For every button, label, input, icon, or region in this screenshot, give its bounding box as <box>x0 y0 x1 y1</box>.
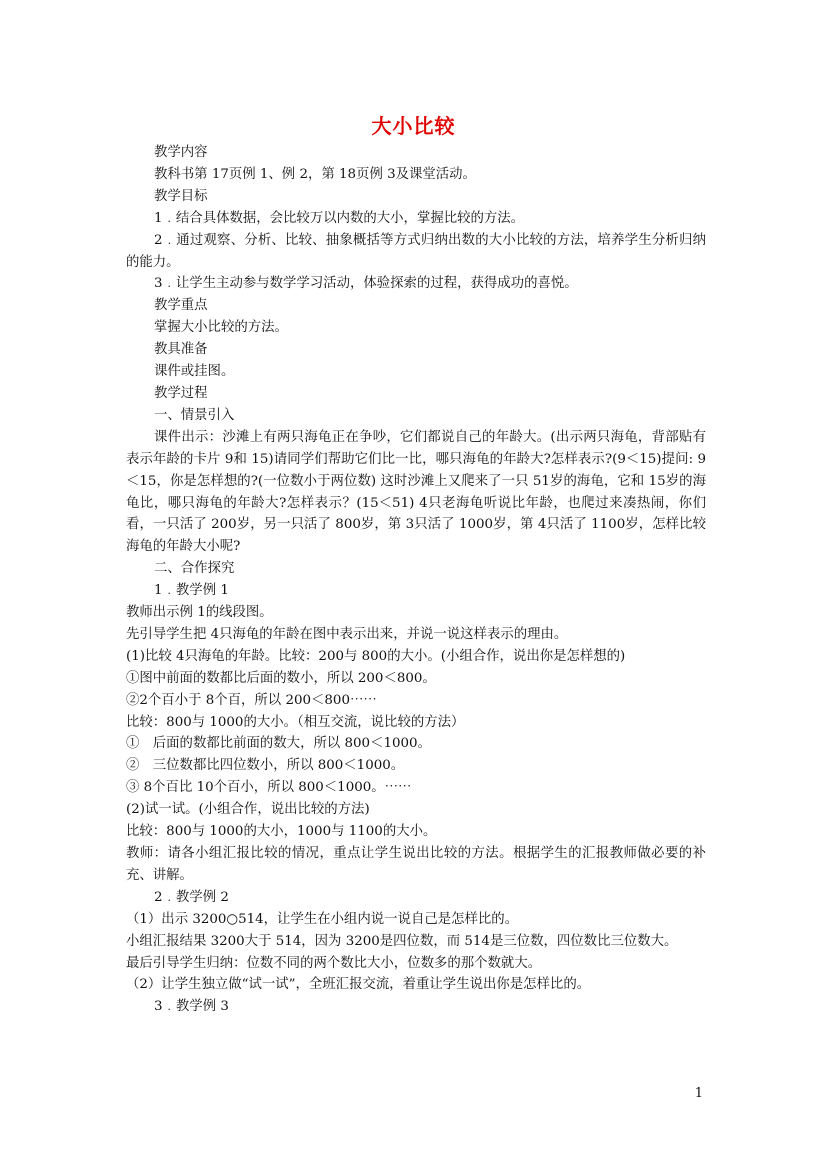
list-item: ①图中前面的数都比后面的数小，所以 200＜800。 <box>126 670 436 686</box>
paragraph: 掌握大小比较的方法。 <box>154 320 288 336</box>
paragraph: (2)试一试。(小组合作，说出比较的方法) <box>126 802 370 818</box>
list-item: ② 三位数都比四位数小，所以 800＜1000。 <box>126 758 405 774</box>
section-heading: 教学重点 <box>154 298 208 314</box>
subsection-heading: 3﹒教学例 3 <box>154 999 229 1015</box>
section-heading: 教学目标 <box>154 188 208 204</box>
paragraph: 2﹒通过观察、分析、比较、抽象概括等方式归纳出数的大小比较的方法，培养学生分析归纳的能力。 <box>126 232 706 270</box>
paragraph: 3﹒让学生主动参与数学学习活动，体验探索的过程，获得成功的喜悦。 <box>154 276 578 292</box>
section-heading: 教具准备 <box>154 342 208 358</box>
paragraph: 先引导学生把 4只海龟的年龄在图中表示出来，并说一说这样表示的理由。 <box>126 626 568 642</box>
paragraph: 小组汇报结果 3200大于 514，因为 3200是四位数，而 514是三位数，四位数比三位数大。 <box>126 933 678 949</box>
list-item: ③ 8个百比 10个百小，所以 800＜1000。⋯⋯ <box>126 780 412 796</box>
paragraph: 教师：请各小组汇报比较的情况，重点让学生说出比较的方法。根据学生的汇报教师做必要的补充、讲解。 <box>126 846 706 883</box>
section-heading: 教学过程 <box>154 385 208 401</box>
section-heading: 一、情景引入 <box>154 407 235 423</box>
section-heading: 教学内容 <box>154 145 208 160</box>
paragraph: 课件出示：沙滩上有两只海龟正在争吵，它们都说自己的年龄大。(出示两只海龟，背部贴有表示年龄的卡片 9和 15)请同学们帮助它们比一比，哪只海龟的年龄大?怎样表示?(9＜15)提问: 9＜15，你是怎样想的?(一位数小于两位数) 这时沙滩上又爬来了一只 51岁的海龟，它和 15岁的海龟比，哪只海龟的年龄大?怎样表示？(15＜51) 4只老海龟听说比年龄，也爬过来凑热闹，你们看，一只活了 200岁，另一只活了 800岁，第 3只活了 1000岁，第 4只活了 1100岁，怎样比较海龟的年龄大小呢? <box>126 429 706 555</box>
document-title: 大小比较 <box>371 114 456 138</box>
paragraph: 比较：800与 1000的大小，1000与 1100的大小。 <box>126 824 437 840</box>
paragraph: 教师出示例 1的线段图。 <box>126 605 273 621</box>
subsection-heading: 2﹒教学例 2 <box>154 889 229 905</box>
page-number: 1 <box>694 1086 703 1101</box>
paragraph: 1﹒结合具体数据，会比较万以内数的大小，掌握比较的方法。 <box>154 210 525 226</box>
paragraph: 课件或挂图。 <box>154 364 235 380</box>
list-item: ②2个百小于 8个百，所以 200＜800⋯⋯ <box>126 692 377 708</box>
subsection-heading: 1﹒教学例 1 <box>154 583 229 599</box>
document-body <box>126 142 706 1018</box>
paragraph: 比较：800与 1000的大小。（相互交流，说比较的方法） <box>126 714 465 730</box>
paragraph: 教科书第 17页例 1、例 2，第 18页例 3及课堂活动。 <box>154 166 476 182</box>
list-item: ① 后面的数都比前面的数大，所以 800＜1000。 <box>126 736 431 752</box>
paragraph: （2）让学生独立做“试一试”，全班汇报交流，着重让学生说出你是怎样比的。 <box>126 977 591 993</box>
section-heading: 二、合作探究 <box>154 561 235 577</box>
paragraph: (1)比较 4只海龟的年龄。比较：200与 800的大小。(小组合作，说出你是怎样想的) <box>126 648 626 664</box>
paragraph: 最后引导学生归纳：位数不同的两个数比大小，位数多的那个数就大。 <box>126 955 542 971</box>
paragraph: （1）出示 3200○514，让学生在小组内说一说自己是怎样比的。 <box>126 911 519 927</box>
